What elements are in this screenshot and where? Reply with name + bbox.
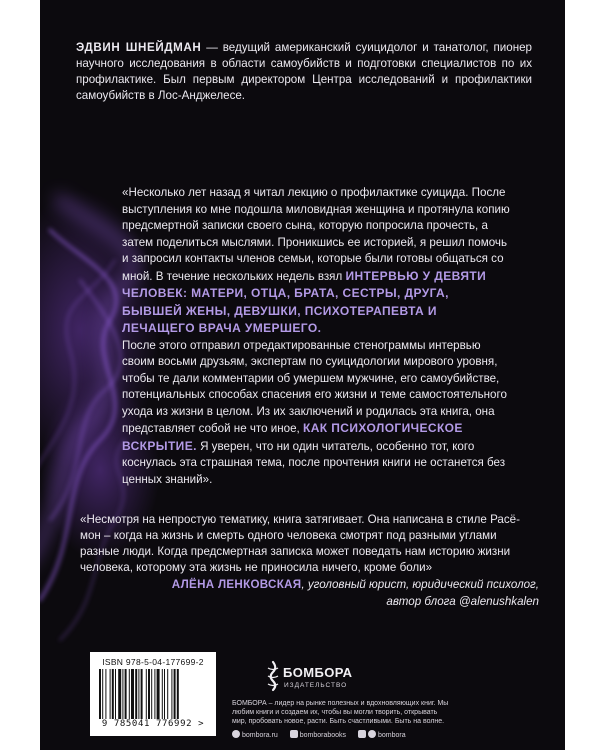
quote-paragraph xyxy=(122,338,512,489)
reviewer-blog: автор блога @alenushkalen xyxy=(386,595,539,608)
quote-highlight: КАК ПСИХОЛОГИЧЕСКОЕ ВСКРЫТИЕ. xyxy=(122,421,463,453)
isbn-text: ISBN 978-5-04-177699-2 xyxy=(102,657,204,667)
vk-icon xyxy=(358,730,366,738)
telegram-icon xyxy=(368,730,376,738)
quote-paragraph xyxy=(122,185,512,338)
barcode-label xyxy=(90,652,216,736)
review-quote: «Несмотря на непростую тематику, книга затягивает. Она написана в стиле Расё-мон – когда на жизнь и смерть одного человека смотрят под разными углами разные люди. Когда предсмертная записка может поведать нам историю жизни человека, которому эта жизнь не приносила ничего, кроме боли» xyxy=(80,513,520,574)
bombora-logo-icon xyxy=(265,660,281,692)
reviewer-role: , уголовный юрист, юридический психолог, xyxy=(301,578,539,591)
quote-text: «Несколько лет назад я читал лекцию о профилактике суицида. После выступления ко мне подошла миловидная женщина и протянула копию предсмертной записки своего сына, которую попросила прочесть, а затем поделиться мыслями. Проникшись ее историей, я решил помочь и запросил контакты членов семьи, которые были готовы общаться со мной. В течение нескольких недель взял xyxy=(122,186,510,283)
publisher-logo xyxy=(265,660,353,698)
barcode-digits: 9 785041 776992 > xyxy=(101,719,205,729)
author-bio-text: — ведущий американский суицидолог и танатолог, пионер научного исследования в области самоубийств и подготовки специалистов по их профилактике. Был первым директором Центра исследований и профилактики самоубийств в Лос-Анджелесе. xyxy=(76,41,533,102)
quote-highlight: ИНТЕРВЬЮ У ДЕВЯТИ ЧЕЛОВЕК: МАТЕРИ, ОТЦА, БРАТА, СЕСТРЫ, ДРУГА, БЫВШЕЙ ЖЕНЫ, ДЕВУШКИ, ПСИХОТЕРАПЕВТА И ЛЕЧАЩЕГО ВРАЧА УМЕРШЕГО. xyxy=(122,268,487,335)
social-links xyxy=(232,730,542,739)
reviewer-name: АЛЁНА ЛЕНКОВСКАЯ xyxy=(171,578,302,591)
social-link-label: bombora.ru xyxy=(242,732,278,739)
social-link-vk[interactable] xyxy=(290,730,346,739)
author-name: ЭДВИН ШНЕЙДМАН xyxy=(76,41,202,54)
social-link-site[interactable] xyxy=(232,730,278,739)
publisher-blurb: БОМБОРА – лидер на рынке полезных и вдохновляющих книг. Мы любим книги и создаем их, чтобы вы могли творить, открывать мир, пробовать новое, расти. Быть счастливыми. Быть на волне. xyxy=(232,700,449,725)
barcode-icon xyxy=(99,669,207,721)
main-quote xyxy=(122,185,512,488)
author-bio xyxy=(76,40,532,104)
social-link-label: bomborabooks xyxy=(299,732,347,739)
vk-icon xyxy=(290,730,298,738)
review-attribution xyxy=(109,576,539,610)
quote-text: Я уверен, что ни один читатель, особенно тот, кого коснулась эта страшная тема, после прочтения книги не останется без ценных знаний». xyxy=(122,439,506,486)
publisher-subtitle: ИЗДАТЕЛЬСТВО xyxy=(284,682,348,689)
social-link-label: bombora xyxy=(378,732,406,739)
quote-text: После этого отправил отредактированные стенограммы интервью своим восьми друзьям, экспертам по суицидологии мирового уровня, чтобы те дали комментарии об умершем мужчине, его самоубийстве, потенциальных способах спасения его жизни и теме самостоятельного ухода из жизни в целом. Из их заключений и родилась эта книга, она представляет собой не что иное, xyxy=(122,338,507,435)
globe-icon xyxy=(232,730,240,738)
book-back-cover xyxy=(40,0,565,750)
social-link-social[interactable] xyxy=(358,730,406,739)
attribution-line xyxy=(109,576,539,593)
publisher-name: БОМБОРА xyxy=(283,665,353,680)
